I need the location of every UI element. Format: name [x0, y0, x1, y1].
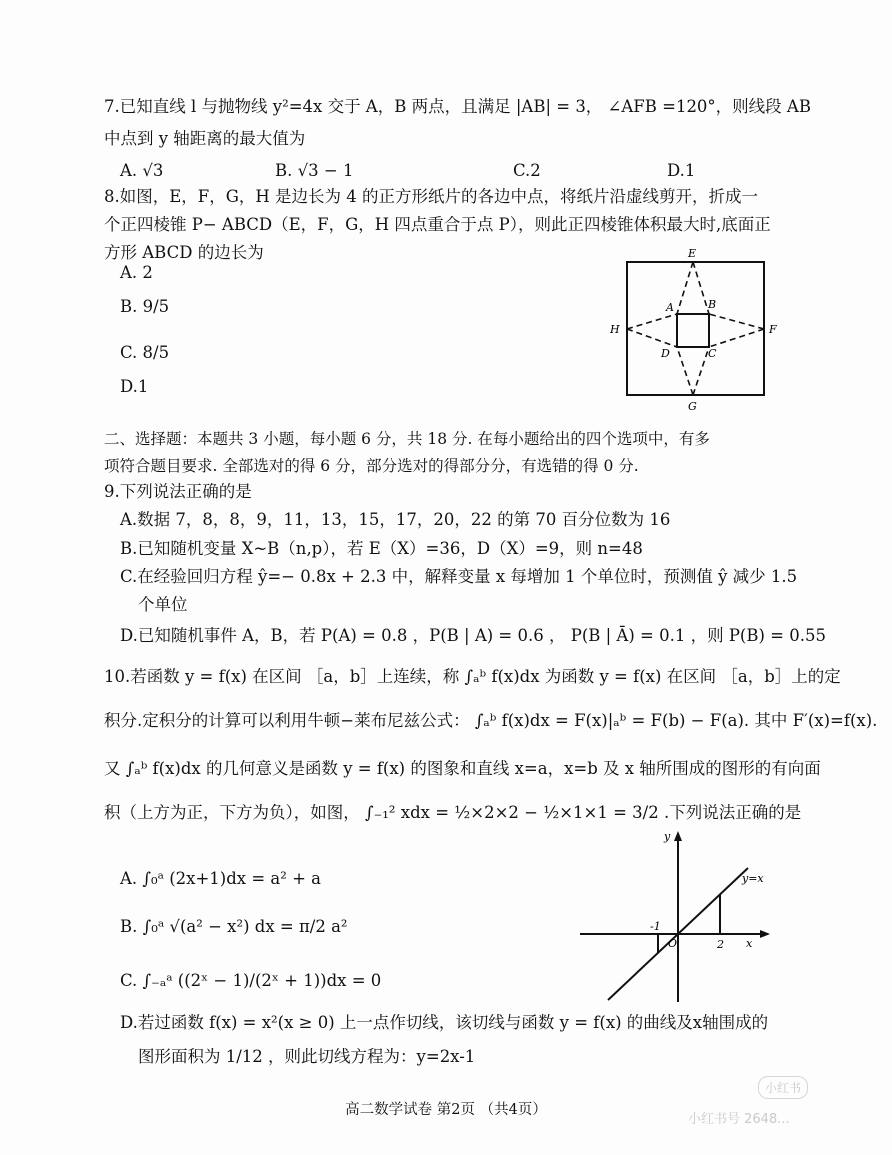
x-axis-label: x: [746, 937, 753, 950]
tick-neg1: -1: [650, 920, 661, 933]
q10-option-d1: D.若过函数 f(x) = x²(x ≥ 0) 上一点作切线，该切线与函数 y = f(x) 的曲线及x轴围成的: [120, 1013, 769, 1032]
q7-line1: 7.已知直线 l 与抛物线 y²=4x 交于 A，B 两点，且满足 |AB| = 3， ∠AFB =120°，则线段 AB: [104, 97, 811, 116]
q10-option-a: A. ∫₀ᵃ (2x+1)dx = a² + a: [120, 869, 322, 888]
dashed-cut-lines: [627, 262, 764, 395]
watermark-text: 小红书号 2648...: [688, 1112, 790, 1127]
q8-line2: 个正四棱锥 P− ABCD（E，F，G，H 四点重合于点 P），则此正四棱锥体积最大时,底面正: [104, 215, 771, 234]
outer-square: [627, 262, 764, 395]
q9-option-c2: 个单位: [138, 595, 188, 614]
section2-line2: 项符合题目要求. 全部选对的得 6 分，部分选对的得部分分，有选错的得 0 分.: [104, 457, 639, 475]
q9-option-d: D.已知随机事件 A，B，若 P(A) = 0.8 ，P(B | A) = 0.6 ， P(B | Ā) = 0.1 ，则 P(B) = 0.55: [120, 626, 826, 645]
label-b: B: [708, 298, 717, 311]
line-label: y=x: [742, 872, 764, 885]
q7-option-b: B. √3 − 1: [275, 161, 354, 180]
label-d: D: [661, 347, 670, 360]
y-axis-arrow-icon: [674, 831, 682, 841]
label-c: C: [708, 347, 717, 360]
q8-option-b: B. 9/5: [120, 297, 170, 316]
square-paper-figure: [600, 244, 790, 418]
q9-option-c1: C.在经验回归方程 ŷ=− 0.8x + 2.3 中，解释变量 x 每增加 1 个单位时，预测值 ŷ 减少 1.5: [120, 567, 798, 586]
q10-option-c: C. ∫₋ₐᵃ ((2ˣ − 1)/(2ˣ + 1))dx = 0: [120, 971, 382, 990]
label-e: E: [688, 247, 697, 260]
label-a: A: [666, 301, 674, 314]
label-g: G: [688, 400, 697, 413]
q8-option-d: D.1: [120, 377, 149, 396]
tick-2: 2: [717, 938, 724, 951]
q10-line1: 10.若函数 y = f(x) 在区间 ［a，b］上连续，称 ∫ₐᵇ f(x)dx 为函数 y = f(x) 在区间 ［a，b］上的定: [104, 667, 841, 686]
section2-line1: 二、选择题：本题共 3 小题，每小题 6 分，共 18 分. 在每小题给出的四个选项中，有多: [104, 430, 710, 448]
y-axis-label: y: [664, 830, 671, 843]
page-footer: 高二数学试卷 第2页 （共4页）: [345, 1102, 547, 1118]
q7-option-a: A. √3: [120, 161, 164, 180]
y-equals-x-graph: [578, 826, 778, 1010]
q8-option-a: A. 2: [120, 263, 153, 282]
q7-option-c: C.2: [513, 161, 541, 180]
q7-line2: 中点到 y 轴距离的最大值为: [104, 129, 306, 148]
q10-line2: 积分.定积分的计算可以利用牛顿−莱布尼兹公式： ∫ₐᵇ f(x)dx = F(x)|ₐᵇ = F(b) − F(a). 其中 F′(x)=f(x).: [104, 711, 878, 730]
watermark-logo: 小红书: [758, 1076, 808, 1099]
q10-option-d2: 图形面积为 1/12 ，则此切线方程为：y=2x-1: [138, 1047, 476, 1066]
label-f: F: [769, 323, 777, 336]
q9-option-b: B.已知随机变量 X~B（n,p），若 E（X）=36，D（X）=9，则 n=48: [120, 539, 643, 558]
origin-label: O: [668, 937, 678, 950]
q8-option-c: C. 8/5: [120, 343, 170, 362]
q9-stem: 9.下列说法正确的是: [104, 482, 252, 501]
q10-line3: 又 ∫ₐᵇ f(x)dx 的几何意义是函数 y = f(x) 的图象和直线 x=a，x=b 及 x 轴所围成的图形的有向面: [104, 759, 821, 778]
q7-option-d: D.1: [667, 161, 696, 180]
q9-option-a: A.数据 7，8，8，9，11，13，15，17，20，22 的第 70 百分位数为 16: [120, 510, 671, 529]
q8-line1: 8.如图，E，F，G，H 是边长为 4 的正方形纸片的各边中点，将纸片沿虚线剪开，折成一: [104, 187, 759, 206]
q8-line3: 方形 ABCD 的边长为: [104, 243, 264, 262]
q10-option-b: B. ∫₀ᵃ √(a² − x²) dx = π/2 a²: [120, 917, 348, 936]
inner-square-abcd: [677, 314, 709, 347]
q10-line4: 积（上方为正，下方为负），如图， ∫₋₁² xdx = ½×2×2 − ½×1×1 = 3/2 .下列说法正确的是: [104, 803, 802, 822]
x-axis-arrow-icon: [760, 930, 770, 938]
label-h: H: [610, 323, 620, 336]
